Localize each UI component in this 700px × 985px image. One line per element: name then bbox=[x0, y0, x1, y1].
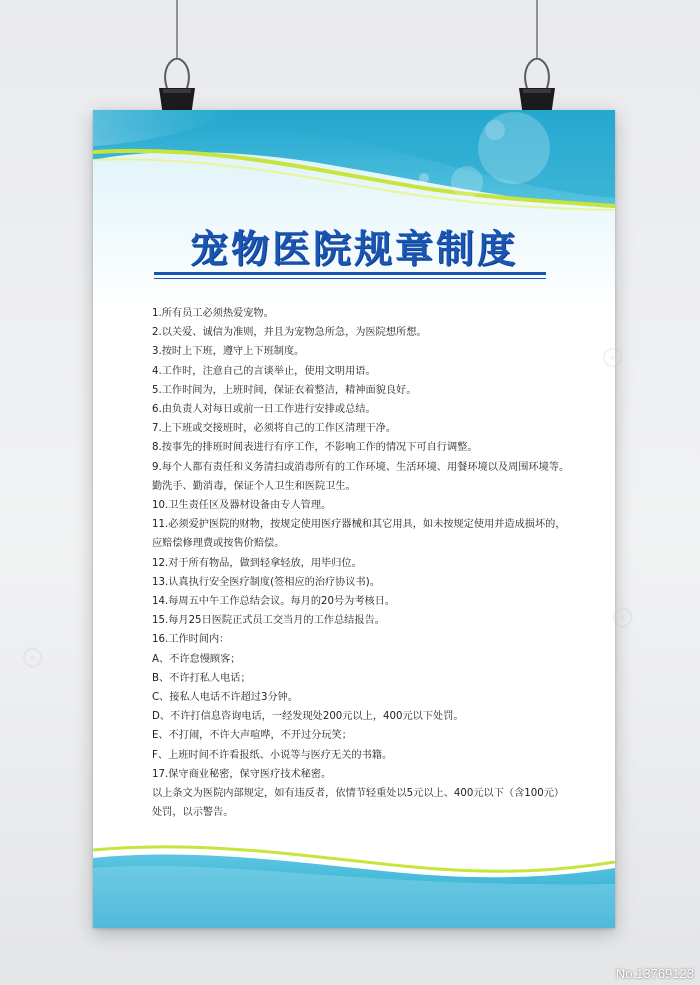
footer-wave-decoration bbox=[93, 828, 615, 928]
regulation-subitem: C、接私人电话不许超过3分钟。 bbox=[152, 692, 299, 704]
binder-clip-left bbox=[155, 58, 199, 118]
title-underline-thick bbox=[154, 272, 546, 275]
regulation-list bbox=[152, 304, 572, 822]
regulation-item: 6.由负责人对每日或前一日工作进行安排或总结。 bbox=[152, 404, 376, 416]
binder-clip-right bbox=[515, 58, 559, 118]
regulation-subitem: A、不许怠慢顾客； bbox=[152, 653, 241, 665]
regulations-poster bbox=[93, 110, 615, 928]
hanging-wire-right bbox=[536, 0, 538, 60]
regulation-subitem: B、不许打私人电话； bbox=[152, 672, 251, 684]
regulation-item: 5.工作时间为，上班时间，保证衣着整洁，精神面貌良好。 bbox=[152, 384, 417, 396]
header-wave-decoration bbox=[93, 110, 615, 310]
regulation-item: 10.卫生责任区及器材设备由专人管理。 bbox=[152, 500, 332, 512]
background-watermark-logo: ⊙ bbox=[12, 635, 53, 680]
regulation-item: 3.按时上下班，遵守上下班制度。 bbox=[152, 346, 305, 358]
regulation-item: 13.认真执行安全医疗制度(签相应的治疗协议书)。 bbox=[152, 576, 380, 588]
regulation-item: 4.工作时，注意自己的言谈举止，使用文明用语。 bbox=[152, 365, 376, 377]
regulation-item: 9.每个人都有责任和义务清扫或消毒所有的工作环境、生活环境、用餐环境以及周围环境等。勤洗手、勤消毒，保证个人卫生和医院卫生。 bbox=[152, 461, 570, 492]
poster-title: 宠物医院规章制度 bbox=[189, 227, 518, 271]
regulation-item: 8.按事先的排班时间表进行有序工作，不影响工作的情况下可自行调整。 bbox=[152, 442, 478, 454]
regulation-item: 11.必须爱护医院的财物，按规定使用医疗器械和其它用具，如未按规定使用并造成损坏的，应赔偿修理费或按售价赔偿。 bbox=[152, 519, 566, 550]
regulation-item: 17.保守商业秘密，保守医疗技术秘密。 bbox=[152, 768, 332, 780]
regulation-item: 12.对于所有物品，做到轻拿轻放，用毕归位。 bbox=[152, 557, 362, 569]
regulation-item: 14.每周五中午工作总结会议。每月的20号为考核日。 bbox=[152, 596, 396, 608]
background-watermark-logo: ⊙ bbox=[602, 595, 643, 640]
regulation-item: 16.工作时间内： bbox=[152, 634, 230, 646]
regulation-item: 7.上下班或交接班时，必须将自己的工作区清理干净。 bbox=[152, 423, 397, 435]
regulation-subitem: F、上班时间不许看报纸、小说等与医疗无关的书籍。 bbox=[152, 749, 393, 761]
title-underline-thin bbox=[154, 278, 546, 279]
regulation-item: 2.以关爱、诚信为准则，并且为宠物急所急，为医院想所想。 bbox=[152, 327, 427, 339]
image-id-watermark: No.13769123 bbox=[615, 966, 694, 981]
hanging-wire-left bbox=[176, 0, 178, 60]
regulation-item: 15.每月25日医院正式员工交当月的工作总结报告。 bbox=[152, 615, 385, 627]
regulation-closing-note: 以上条文为医院内部规定，如有违反者，依情节轻重处以5元以上、400元以下（含100元）处罚，以示警告。 bbox=[152, 788, 565, 819]
regulation-item: 1.所有员工必须热爱宠物。 bbox=[152, 308, 274, 319]
regulation-subitem: E、不打闹，不许大声喧哗，不开过分玩笑； bbox=[152, 730, 352, 742]
regulation-subitem: D、不许打信息咨询电话，一经发现处200元以上，400元以下处罚。 bbox=[152, 711, 464, 723]
